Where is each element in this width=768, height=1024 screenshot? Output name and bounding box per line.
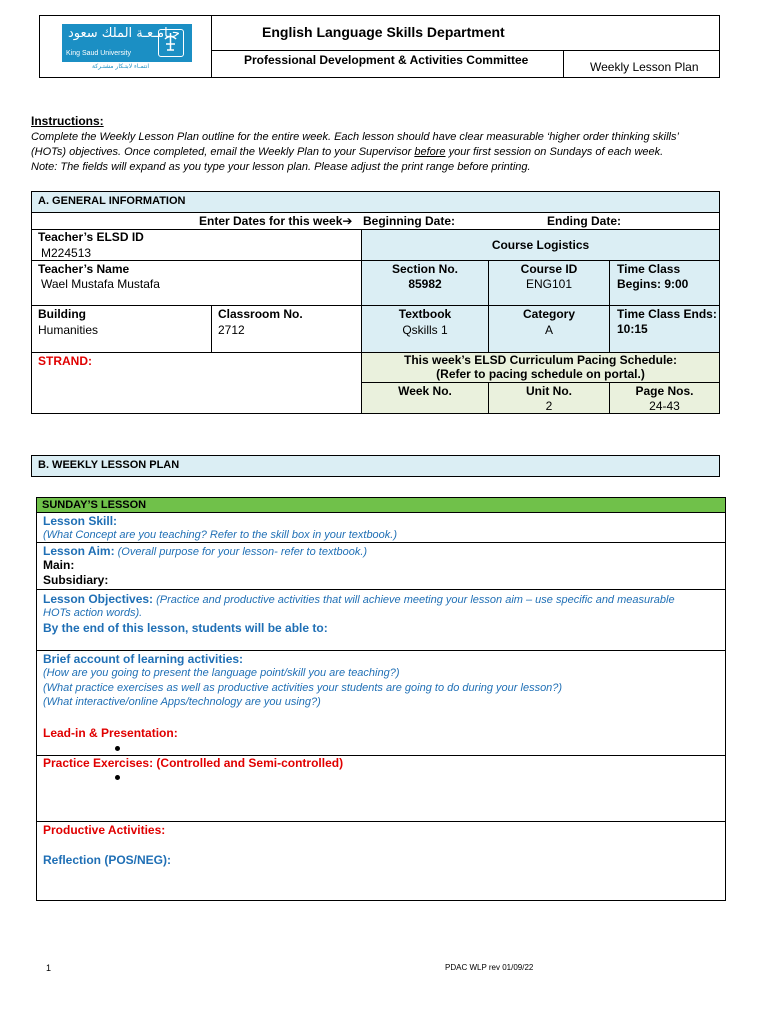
practice-exercises-cell[interactable]: [36, 755, 726, 822]
bullet-icon: [115, 775, 120, 780]
instructions-line-3: Note: The fields will expand as you type your lesson plan. Please adjust the print range before printing.: [31, 161, 531, 173]
header-logo-cell: [39, 15, 212, 78]
instructions-line-2: (HOTs) objectives. Once completed, email the Weekly Plan to your Supervisor before your first session on Sundays of each week.: [31, 146, 664, 158]
section-a-title: A. GENERAL INFORMATION: [38, 195, 186, 207]
committee-cell: [212, 50, 564, 78]
enter-dates-label: Enter Dates for this week➔: [199, 214, 353, 228]
lesson-skill-label: Lesson Skill:: [43, 514, 118, 528]
course-id-cell: [488, 260, 610, 306]
page-nos-label: Page Nos.: [635, 384, 694, 398]
revision-label: PDAC WLP rev 01/09/22: [445, 963, 534, 972]
pacing-line-2: (Refer to pacing schedule on portal.): [436, 367, 645, 381]
pacing-line-1: This week’s ELSD Curriculum Pacing Schedule:: [404, 353, 677, 367]
category-value: A: [544, 323, 553, 337]
lesson-aim-cell[interactable]: [36, 542, 726, 590]
committee-title: Professional Development & Activities Committee: [244, 53, 529, 67]
week-no-label: Week No.: [398, 384, 452, 398]
department-title: English Language Skills Department: [262, 24, 505, 40]
productive-reflection-cell[interactable]: [36, 821, 726, 901]
form-title: Weekly Lesson Plan: [590, 60, 699, 74]
elsd-id-cell[interactable]: [31, 229, 362, 261]
lesson-skill-cell[interactable]: [36, 512, 726, 543]
section-b-header: [31, 455, 720, 477]
time-ends-label: Time Class Ends:: [617, 307, 717, 321]
elsd-id-value: M224513: [41, 246, 92, 260]
reflection-label: Reflection (POS/NEG):: [43, 853, 172, 867]
hint-present: (How are you going to present the language point/skill you are teaching?): [43, 667, 400, 679]
unit-no-cell: [488, 382, 610, 414]
time-begins-value: Begins: 9:00: [617, 277, 689, 291]
learning-activities-cell[interactable]: [36, 650, 726, 756]
teacher-name-label: Teacher’s Name: [38, 262, 130, 276]
section-no-label: Section No.: [391, 262, 458, 276]
logo-tagline: انتمـاء لابتـكار مشتـركة: [92, 63, 150, 70]
course-logistics-label: Course Logistics: [491, 238, 590, 252]
sunday-lesson-header: [36, 497, 726, 513]
brief-account-label: Brief account of learning activities:: [43, 652, 244, 666]
time-ends-value: 10:15: [617, 322, 648, 336]
by-end-label: By the end of this lesson, students will be able to:: [43, 621, 328, 635]
sunday-lesson-title: SUNDAY’S LESSON: [42, 499, 147, 511]
time-class-cell: [609, 260, 720, 306]
unit-no-label: Unit No.: [526, 384, 572, 398]
page-nos-value: 24-43: [649, 399, 680, 413]
page-number: 1: [46, 963, 52, 973]
course-id-value: ENG101: [525, 277, 573, 291]
lesson-skill-hint: (What Concept are you teaching? Refer to the skill box in your textbook.): [43, 529, 398, 541]
classroom-cell[interactable]: [211, 305, 362, 353]
building-value: Humanities: [38, 323, 99, 337]
form-title-cell: [564, 50, 720, 78]
time-ends-cell: [609, 305, 720, 353]
building-cell[interactable]: [31, 305, 212, 353]
bullet-icon: [115, 746, 120, 751]
teacher-name-cell[interactable]: [31, 260, 362, 306]
main-label: Main:: [43, 558, 75, 572]
subsidiary-label: Subsidiary:: [43, 573, 109, 587]
teacher-name-value: Wael Mustafa Mustafa: [41, 277, 160, 291]
strand-cell[interactable]: [31, 352, 362, 414]
course-logistics-cell: [361, 229, 720, 261]
university-logo: [62, 24, 192, 70]
lead-in-label: Lead-in & Presentation:: [43, 726, 178, 740]
pacing-schedule-cell: [361, 352, 720, 383]
textbook-value: Qskills 1: [402, 323, 448, 337]
page-nos-cell: [609, 382, 720, 414]
logo-english-text: King Saud University: [66, 50, 131, 57]
objectives-line-2: HOTs action words).: [43, 607, 143, 619]
classroom-value: 2712: [218, 323, 245, 337]
category-label: Category: [522, 307, 575, 321]
course-id-label: Course ID: [520, 262, 578, 276]
hint-technology: (What interactive/online Apps/technology are you using?): [43, 696, 321, 708]
instructions-line-1: Complete the Weekly Lesson Plan outline for the entire week. Each lesson should have clear measurable ‘higher order thinking skills’: [31, 131, 679, 143]
department-cell: [212, 15, 720, 51]
logo-arabic-text: جـامـعـة الملك سعود: [68, 26, 180, 41]
seal-icon: [158, 29, 184, 57]
building-label: Building: [38, 307, 86, 321]
textbook-cell: [361, 305, 489, 353]
lesson-aim-line: Lesson Aim: (Overall purpose for your lesson- refer to textbook.): [43, 544, 368, 558]
textbook-label: Textbook: [398, 307, 452, 321]
classroom-label: Classroom No.: [218, 307, 303, 321]
beginning-date-label[interactable]: Beginning Date:: [363, 214, 455, 228]
lesson-objectives-cell[interactable]: [36, 589, 726, 651]
ending-date-label[interactable]: Ending Date:: [547, 214, 621, 228]
category-cell: [488, 305, 610, 353]
week-no-cell: [361, 382, 489, 414]
dates-row: [31, 213, 720, 230]
productive-label: Productive Activities:: [43, 823, 166, 837]
practice-label: Practice Exercises: (Controlled and Semi-controlled): [43, 756, 344, 770]
objectives-line-1: Lesson Objectives: (Practice and productive activities that will achieve meeting your lesson aim – use specific and measurable: [43, 592, 675, 606]
section-b-title: B. WEEKLY LESSON PLAN: [38, 459, 180, 471]
hint-practice: (What practice exercises as well as productive activities your students are going to do during your lesson?): [43, 682, 563, 694]
elsd-id-label: Teacher’s ELSD ID: [38, 230, 144, 244]
section-a-header: [31, 191, 720, 213]
unit-no-value: 2: [545, 399, 553, 413]
time-class-label: Time Class: [617, 262, 681, 276]
instructions-heading: Instructions:: [31, 114, 104, 128]
section-no-cell: [361, 260, 489, 306]
section-no-value: 85982: [408, 277, 442, 291]
strand-label: STRAND:: [38, 354, 92, 368]
